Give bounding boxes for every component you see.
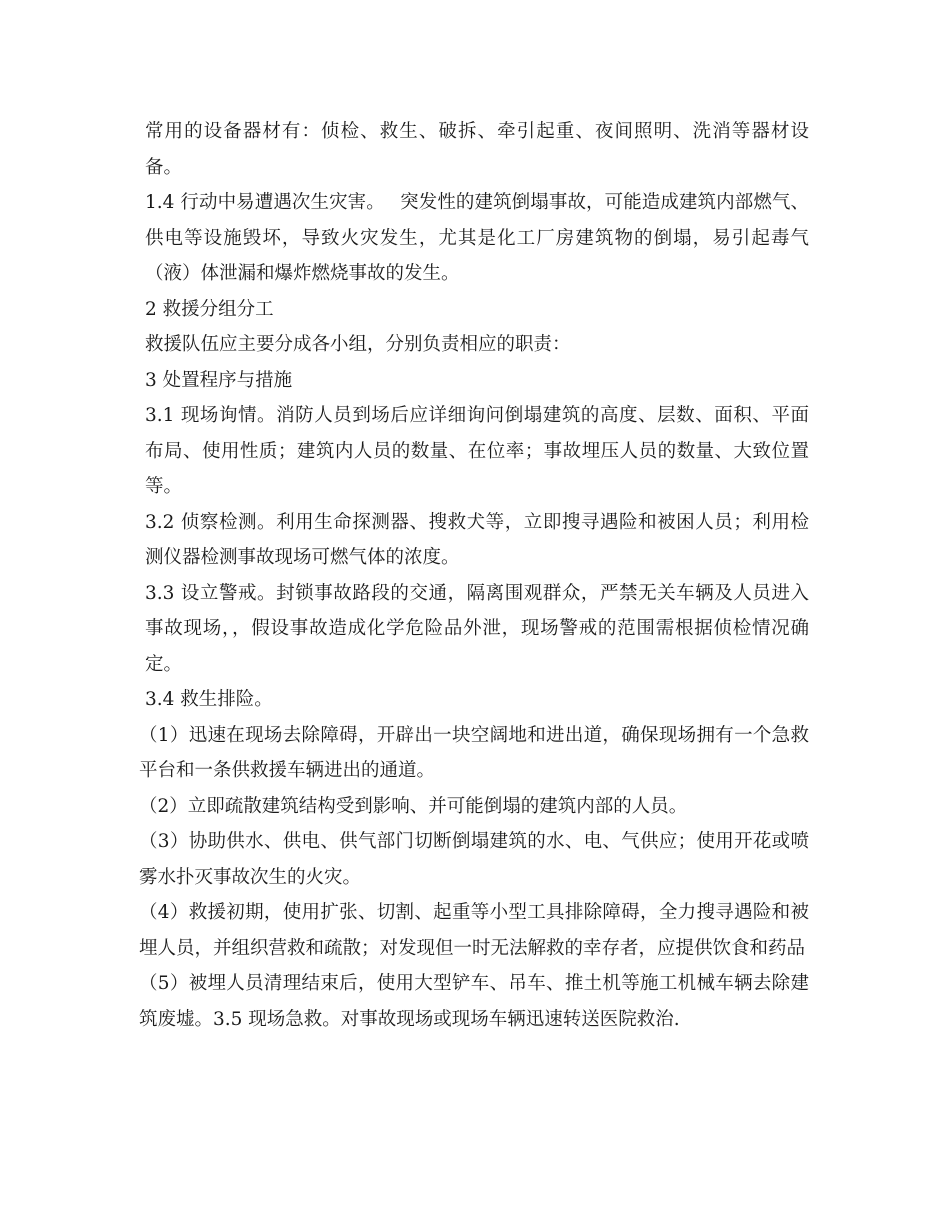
heading-rescue-hazard: 3.4 救生排险。 bbox=[145, 689, 273, 710]
heading-rescue-groups: 2 救援分组分工 bbox=[145, 298, 274, 320]
paragraph-reconnaissance: 3.2 侦察检测。利用生命探测器、搜救犬等，立即搜寻遇险和被困人员；利用检测仪器检测事故现场可燃气体的浓度。 bbox=[145, 511, 809, 568]
paragraph-site-inquiry: 3.1 现场询情。消防人员到场后应详细询问倒塌建筑的高度、层数、面积、平面布局、使用性质；建筑内人员的数量、在位率；事故埋压人员的数量、大致位置等。 bbox=[145, 405, 809, 497]
paragraph-cordon: 3.3 设立警戒。封锁事故路段的交通，隔离围观群众，严禁无关车辆及人员进入事故现场，，假设事故造成化学危险品外泄，现场警戒的范围需根据侦检情况确定。 bbox=[145, 582, 809, 675]
list-item-4: （4）救援初期，使用扩张、切割、起重等小型工具排除障碍，全力搜寻遇险和被埋人员，并组织营救和疏散；对发现但一时无法解救的幸存者，应提供饮食和药品 bbox=[139, 902, 809, 959]
paragraph-rescue-groups: 救援队伍应主要分成各小组，分别负责相应的职责： bbox=[145, 334, 571, 355]
list-item-5: （5）被埋人员清理结束后，使用大型铲车、吊车、推土机等施工机械车辆去除建筑废墟。3.5 现场急救。对事故现场或现场车辆迅速转送医院救治. bbox=[139, 973, 809, 1030]
paragraph-secondary-disaster: 1.4 行动中易遭遇次生灾害。 突发性的建筑倒塌事故，可能造成建筑内部燃气、供电等设施毁坏，导致火灾发生，尤其是化工厂房建筑物的倒塌，易引起毒气（液）体泄漏和爆炸燃烧事故的发生。 bbox=[145, 192, 809, 284]
heading-procedures: 3 处置程序与措施 bbox=[145, 369, 293, 391]
document-body bbox=[139, 114, 809, 1037]
paragraph-equipment: 常用的设备器材有：侦检、救生、破拆、牵引起重、夜间照明、洗消等器材设备。 bbox=[145, 121, 809, 178]
list-item-3: （3）协助供水、供电、供气部门切断倒塌建筑的水、电、气供应；使用开花或喷雾水扑灭事故次生的火灾。 bbox=[139, 831, 809, 888]
list-item-1: （1）迅速在现场去除障碍，开辟出一块空阔地和进出道，确保现场拥有一个急救平台和一条供救援车辆进出的通道。 bbox=[139, 724, 809, 781]
list-item-2: （2）立即疏散建筑结构受到影响、并可能倒塌的建筑内部的人员。 bbox=[139, 795, 688, 817]
